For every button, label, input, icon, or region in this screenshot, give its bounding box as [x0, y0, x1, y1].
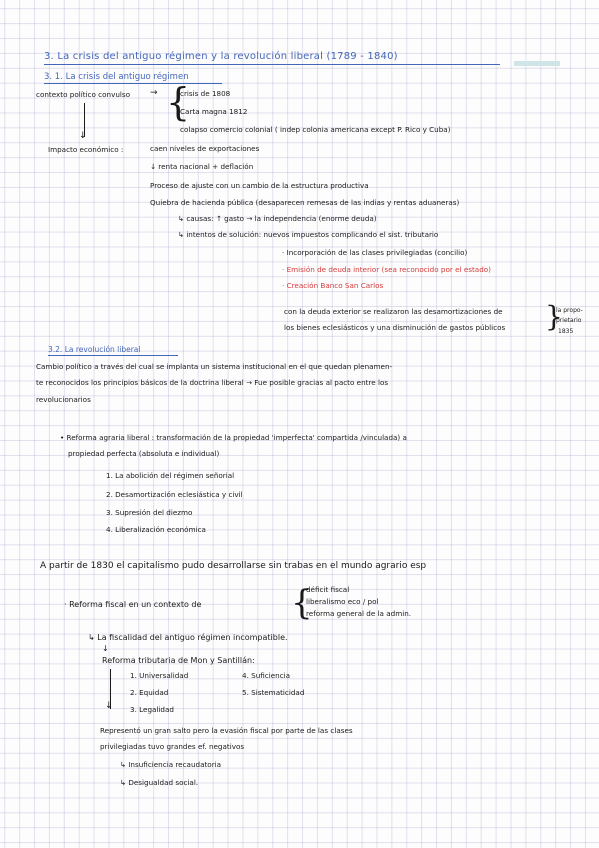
crisis-item: crisis de 1808: [180, 89, 231, 98]
agrarian-item-3: 3. Supresión del diezmo: [106, 508, 193, 517]
represento-line-1: Representó un gran salto pero la evasión fiscal por parte de las clases: [100, 726, 353, 735]
intentos-text: intentos de solución: nuevos impuestos complicando el sist. tributario: [186, 230, 439, 239]
tax-principle-3: 3. Legalidad: [130, 705, 174, 714]
old-fiscal-line: ↳ La fiscalidad del antiguo régimen incompatible.: [88, 633, 288, 642]
tax-reform-title: Reforma tributaria de Mon y Santillán:: [102, 656, 255, 665]
impact-item-4: Quiebra de hacienda pública (desaparecen remesas de las indias y rentas aduaneras): [150, 198, 460, 207]
corner-arrow-icon: ↳: [120, 778, 129, 787]
solution-item-2: · Emisión de deuda interior (sea reconocido por el estado): [282, 265, 491, 274]
closing-brace-icon: }: [545, 300, 563, 333]
intentos-line: [178, 230, 438, 240]
arrow-down-icon: ↓: [102, 644, 109, 653]
tax-principle-5: 5. Sistematicidad: [242, 688, 305, 697]
impact-item-2: ↓ renta nacional + deflación: [150, 162, 254, 171]
corner-arrow-icon: ↳: [88, 633, 98, 642]
arrow-right-icon: →: [150, 88, 158, 98]
fiscal-context-1: déficit fiscal: [306, 585, 350, 594]
tax-principle-2: 2. Equidad: [130, 688, 169, 697]
subsection-title-2: 3.2. La revolución liberal: [48, 345, 141, 354]
liberal-para-3: revolucionarios: [36, 395, 91, 404]
highlight-tag: [514, 61, 560, 66]
agrarian-item-1: 1. La abolición del régimen señorial: [106, 471, 235, 480]
arrow-down-icon: ↓: [105, 701, 113, 711]
context-label: contexto político convulso: [36, 90, 131, 99]
impact-item-1: caen niveles de exportaciones: [150, 144, 260, 153]
deuda-line-1: con la deuda exterior se realizaron las desamortizaciones de: [284, 307, 503, 316]
tax-principle-1: 1. Universalidad: [130, 671, 189, 680]
propo-note-2: prietario: [556, 317, 582, 324]
corner-arrow-icon: ↳: [120, 760, 129, 769]
negative-effect-2: ↳ Desigualdad social.: [120, 778, 199, 787]
section-title: 3. La crisis del antiguo régimen y la revolución liberal (1789 - 1840): [44, 51, 398, 62]
colapso-item: colapso comercio colonial ( indep colonia americana except P. Rico y Cuba): [180, 125, 451, 134]
impact-label: Impacto económico :: [48, 145, 124, 154]
causas-line: [178, 214, 377, 224]
corner-arrow-icon: ↳: [178, 230, 187, 239]
represento-line-2: privilegiadas tuvo grandes ef. negativos: [100, 742, 245, 751]
liberal-para-1: Cambio político a través del cual se implanta un sistema institucional en el que quedan plenamen-: [36, 362, 393, 371]
agrarian-reform-1: • Reforma agraria liberal : transformación de la propiedad 'imperfecta' compartida /vinculada) a: [60, 433, 407, 442]
agrarian-reform-2: propiedad perfecta (absoluta e individual): [68, 449, 220, 458]
liberal-para-2: te reconocidos los principios básicos de la doctrina liberal → Fue posible gracias al pacto entre los: [36, 378, 389, 387]
fiscal-brace-icon: {: [291, 583, 313, 623]
impact-item-3: Proceso de ajuste con un cambio de la estructura productiva: [150, 181, 369, 190]
solution-item-3: · Creación Banco San Carlos: [282, 281, 384, 290]
tax-principle-4: 4. Suficiencia: [242, 671, 291, 680]
propo-note-3: 1835: [558, 328, 574, 335]
corner-arrow-icon: ↳: [178, 214, 187, 223]
brace-icon: {: [166, 80, 191, 124]
propo-note-1: la propo-: [556, 307, 583, 314]
agrarian-item-2: 2. Desamortización eclesiástica y civil: [106, 490, 243, 499]
subsection-underline-1: [44, 83, 222, 84]
fiscal-context-2: liberalismo eco / pol: [306, 597, 379, 606]
fiscal-reform-label: · Reforma fiscal en un contexto de: [64, 600, 202, 609]
deuda-line-2: los bienes eclesiásticos y una disminución de gastos públicos: [284, 323, 506, 332]
solution-item-1: · Incorporación de las clases privilegiadas (concilio): [282, 248, 468, 257]
fiscal-context-3: reforma general de la admin.: [306, 609, 412, 618]
agrarian-item-4: 4. Liberalización económica: [106, 525, 206, 534]
carta-item: Carta magna 1812: [180, 107, 248, 116]
causas-text: causas: ↑ gasto → la independencia (enorme deuda): [186, 214, 377, 223]
title-underline: [44, 64, 500, 65]
subsection-title-1: 3. 1. La crisis del antiguo régimen: [44, 72, 189, 82]
arrow-down-icon: ↓: [79, 131, 87, 141]
subsection-underline-2: [48, 355, 178, 356]
negative-effect-1: ↳ Insuficiencia recaudatoria: [120, 760, 222, 769]
capitalism-line: A partir de 1830 el capitalismo pudo desarrollarse sin trabas en el mundo agrario esp: [40, 561, 427, 571]
